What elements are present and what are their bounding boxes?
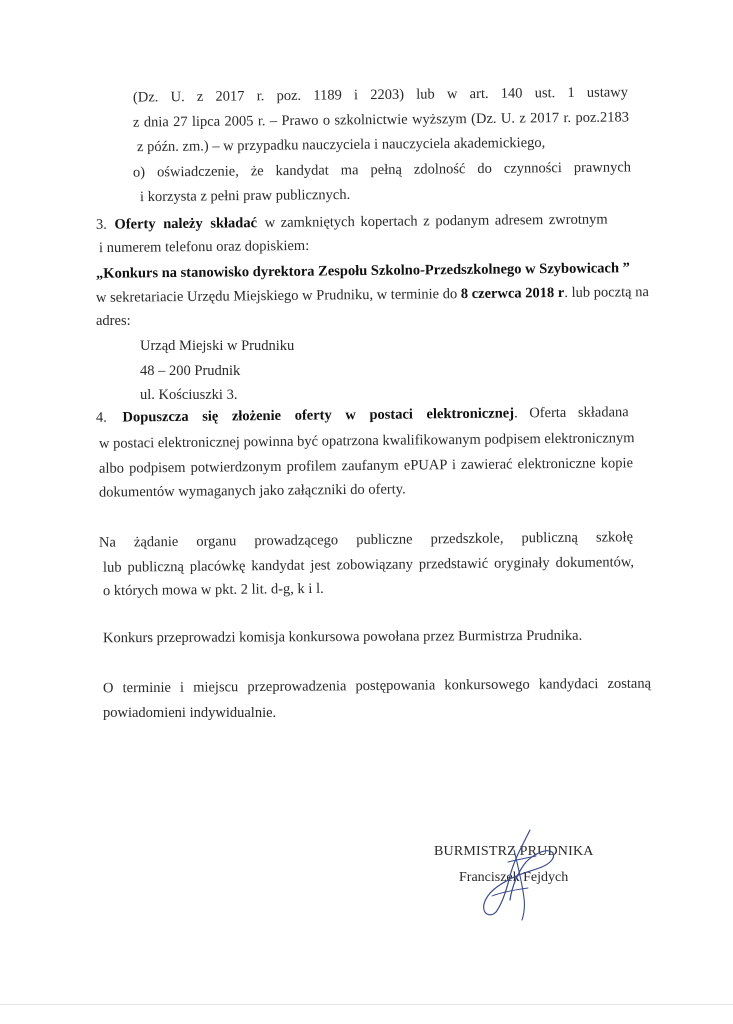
section-4-heading — [96, 403, 632, 427]
handwritten-signature-icon — [452, 826, 572, 921]
paragraph-3-line-2: powiadomieni indywidualnie. — [103, 705, 277, 721]
paragraph-1-line-3: o których mowa w pkt. 2 lit. d-g, k i l. — [102, 580, 324, 600]
section-3-line-2: i numerem telefonu oraz dopiskiem: — [98, 237, 310, 257]
signature-block — [432, 840, 622, 920]
section-3-line-4-a: w sekretariacie Urzędu Miejskiego w Prudniku, w terminie do — [95, 286, 458, 306]
section-3-title-text: „Konkurs na stanowisko dyrektora Zespołu Szkolno-Przedszkolnego w Szybowicach ” — [95, 260, 630, 282]
address-line-2: 48 – 200 Prudnik — [140, 363, 241, 379]
address-line-1: Urząd Miejski w Prudniku — [140, 338, 295, 354]
section-3-number: 3. — [95, 216, 107, 233]
paragraph-3-line-1: O terminie i miejscu przeprowadzenia postępowania konkursowego kandydaci zostaną — [102, 675, 652, 697]
body-line-5: i korzysta z pełni praw publicznych. — [139, 186, 351, 206]
body-line-4: o) oświadczenie, że kandydat ma pełną zdolność do czynności prawnych — [132, 159, 632, 181]
body-line-1: (Dz. U. z 2017 r. poz. 1189 i 2203) lub w art. 140 ust. 1 ustawy — [132, 84, 629, 106]
section-4-number: 4. — [95, 409, 107, 426]
section-3-line-5: adres: — [96, 313, 131, 329]
page-edge-divider — [0, 1004, 733, 1005]
section-4-line-3: albo podpisem potwierdzonym profilem zaufanym ePUAP i zawierać elektroniczne kopie — [98, 455, 634, 477]
address-line-3: ul. Kościuszki 3. — [140, 387, 238, 403]
signature-name: Franciszek Fejdych — [459, 870, 569, 885]
section-3-title — [96, 259, 630, 283]
section-3-heading — [96, 210, 632, 234]
section-3-deadline: 8 czerwca 2018 r — [460, 284, 565, 303]
body-line-2: z dnia 27 lipca 2005 r. – Prawo o szkolnictwie wyższym (Dz. U. z 2017 r. poz.2183 — [132, 109, 630, 131]
paragraph-1-line-2: lub publiczną placówkę kandydat jest zobowiązany przedstawić oryginały dokumentów, — [102, 554, 635, 576]
body-line-3: z późn. zm.) – w przypadku nauczyciela i nauczyciela akademickiego, — [136, 134, 546, 156]
section-3-rest: w zamkniętych kopertach z podanym adresem zwrotnym — [264, 211, 608, 232]
paragraph-2: Konkurs przeprowadzi komisja konkursowa powołana przez Burmistrza Prudnika. — [102, 627, 583, 647]
paragraph-1-line-1: Na żądanie organu prowadzącego publiczne przedszkole, publiczną szkołę — [98, 529, 634, 551]
section-3-bold: Oferty należy składać — [114, 215, 258, 233]
signature-title: BURMISTRZ PRUDNIKA — [434, 844, 594, 859]
section-4-line-4: dokumentów wymaganych jako załączniki do oferty. — [98, 481, 406, 501]
section-3-line-4 — [96, 283, 649, 307]
section-4-bold: Dopuszcza się złożenie oferty w postaci elektronicznej — [122, 405, 515, 426]
section-4-line-2: w postaci elektronicznej powinna być opatrzona kwalifikowanym podpisem elektronicznym — [98, 430, 635, 452]
section-3-line-4-b: . lub pocztą na — [564, 284, 649, 301]
section-4-rest: . Oferta składana — [513, 404, 629, 422]
